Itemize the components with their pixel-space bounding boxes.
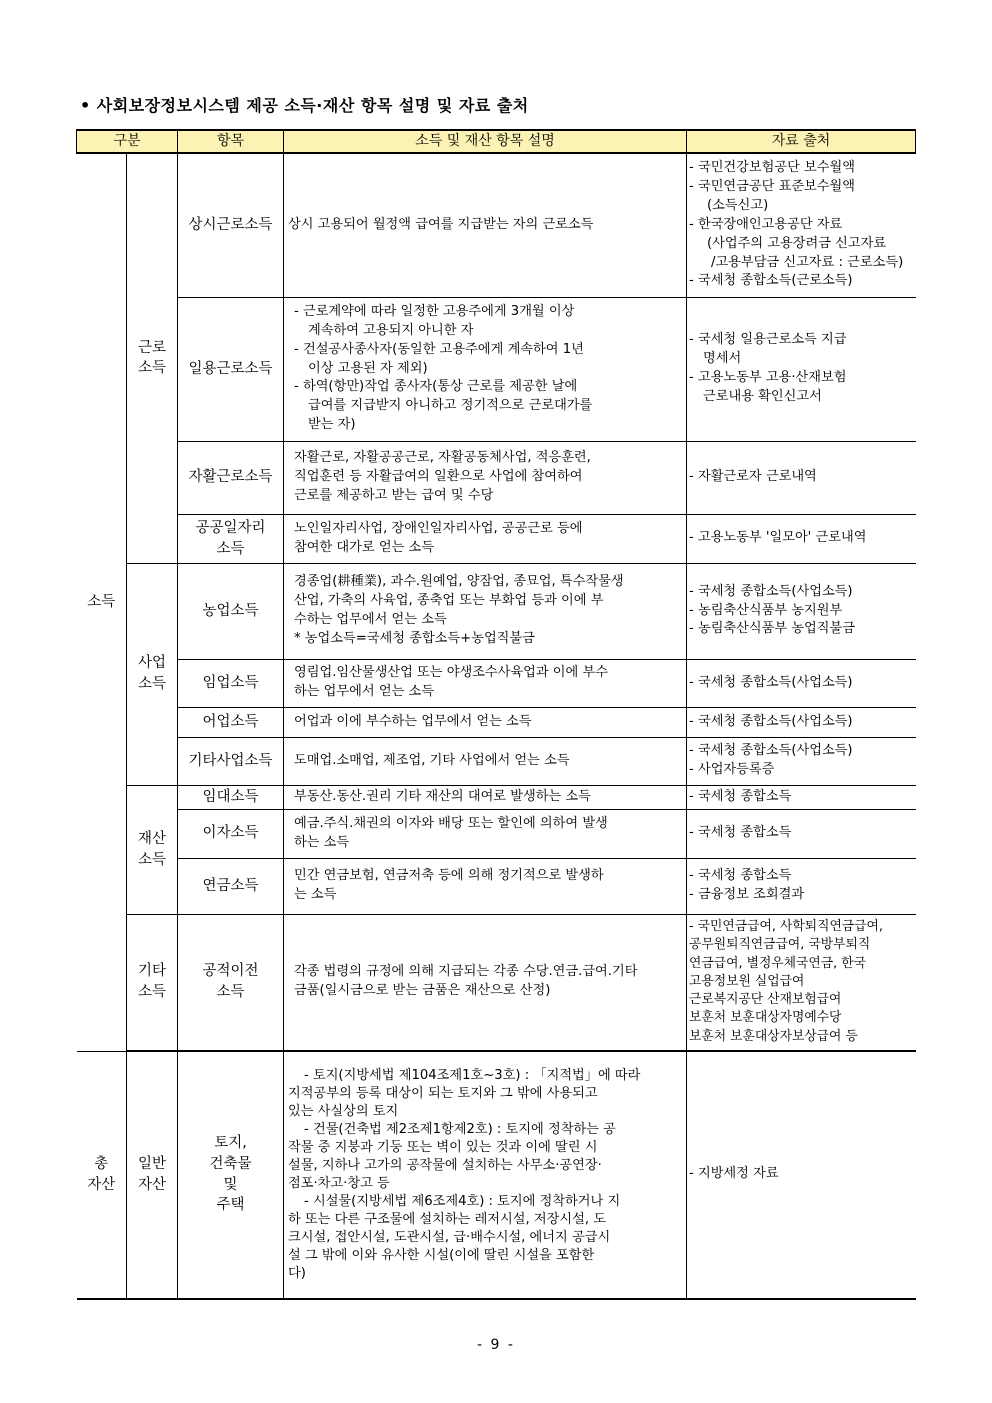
category-income: 소득 bbox=[77, 153, 127, 1051]
table-row bbox=[77, 1051, 916, 1299]
item-land-building-housing: 토지, 건축물 및 주택 bbox=[178, 1051, 284, 1299]
header-category: 구분 bbox=[77, 130, 178, 153]
source-daily-labor: - 국세청 일용근로소득 지급 명세서 - 고용노동부 고용·산재보험 근로내용 확인신고서 bbox=[687, 297, 916, 441]
item-forestry: 임업소득 bbox=[178, 659, 284, 707]
subcategory-property: 재산 소득 bbox=[127, 785, 178, 914]
source-land-building-housing: - 지방세정 자료 bbox=[687, 1051, 916, 1299]
source-public-transfer: - 국민연금급여, 사학퇴직연금급여, 공무원퇴직연금급여, 국방부퇴직 연금급여, 별정우체국연금, 한국 고용정보원 실업급여 근로복지공단 산재보험급여 보훈처 보훈대상자명예수당 보훈처 보훈대상자보상급여 등 bbox=[687, 914, 916, 1050]
table-row bbox=[77, 809, 916, 858]
source-other-business: - 국세청 종합소득(사업소득) - 사업자등록증 bbox=[687, 737, 916, 785]
source-pension: - 국세청 종합소득 - 금융정보 조회결과 bbox=[687, 858, 916, 914]
desc-selfsupport-labor: 자활근로, 자활공공근로, 자활공동체사업, 적응훈련, 직업훈련 등 자활급여의 일환으로 사업에 참여하여 근로를 제공하고 받는 급여 및 수당 bbox=[284, 441, 687, 514]
header-description: 소득 및 재산 항목 설명 bbox=[284, 130, 687, 153]
page-number: - 9 - bbox=[477, 1337, 515, 1353]
page-title-text: 사회보장정보시스템 제공 소득·재산 항목 설명 및 자료 출처 bbox=[96, 96, 529, 115]
table-row bbox=[77, 659, 916, 707]
table-row bbox=[77, 707, 916, 737]
source-rent: - 국세청 종합소득 bbox=[687, 785, 916, 809]
item-daily-labor: 일용근로소득 bbox=[178, 297, 284, 441]
desc-land-building-housing: - 토지(지방세법 제104조제1호~3호) : 「지적법」에 따라 지적공부의 등록 대상이 되는 토지와 그 밖에 사용되고 있는 사실상의 토지 - 건물(건축법 제2조제1항제2호) : 토지에 정착하는 공 작물 중 지붕과 기둥 또는 벽이 있는 것과 이에 딸린 시 설물, 지하나 고가의 공작물에 설치하는 사무소·공연장· 점포·차고·창고 등 - 시설물(지방세법 제6조제4호) : 토지에 정착하거나 지 하 또는 다른 구조물에 설치하는 레저시설, 저장시설, 도 크시설, 접안시설, 도관시설, 급·배수시설, 에너지 공급시 설 그 밖에 이와 유사한 시설(이에 딸린 시설을 포함한 다) bbox=[284, 1051, 687, 1299]
source-public-job: - 고용노동부 '일모아' 근로내역 bbox=[687, 514, 916, 563]
source-farming: - 국세청 종합소득(사업소득) - 농림축산식품부 농지원부 - 농림축산식품부 농업직불금 bbox=[687, 563, 916, 659]
category-total-assets: 총 자산 bbox=[77, 1051, 127, 1299]
table-row bbox=[77, 441, 916, 514]
desc-regular-labor: 상시 고용되어 월정액 급여를 지급받는 자의 근로소득 bbox=[284, 153, 687, 297]
table-row bbox=[77, 563, 916, 659]
item-pension: 연금소득 bbox=[178, 858, 284, 914]
item-public-job: 공공일자리 소득 bbox=[178, 514, 284, 563]
source-interest: - 국세청 종합소득 bbox=[687, 809, 916, 858]
header-item: 항목 bbox=[178, 130, 284, 153]
desc-public-transfer: 각종 법령의 규정에 의해 지급되는 각종 수당.연금.급여.기타 금품(일시금으로 받는 금품은 재산으로 산정) bbox=[284, 914, 687, 1050]
item-farming: 농업소득 bbox=[178, 563, 284, 659]
source-forestry: - 국세청 종합소득(사업소득) bbox=[687, 659, 916, 707]
item-selfsupport-labor: 자활근로소득 bbox=[178, 441, 284, 514]
desc-other-business: 도매업.소매업, 제조업, 기타 사업에서 얻는 소득 bbox=[284, 737, 687, 785]
item-rent: 임대소득 bbox=[178, 785, 284, 809]
subcategory-business: 사업 소득 bbox=[127, 563, 178, 785]
subcategory-other: 기타 소득 bbox=[127, 914, 178, 1050]
desc-public-job: 노인일자리사업, 장애인일자리사업, 공공근로 등에 참여한 대가로 얻는 소득 bbox=[284, 514, 687, 563]
table-row bbox=[77, 858, 916, 914]
source-fishery: - 국세청 종합소득(사업소득) bbox=[687, 707, 916, 737]
table-row bbox=[77, 785, 916, 809]
table-row bbox=[77, 737, 916, 785]
item-public-transfer: 공적이전 소득 bbox=[178, 914, 284, 1050]
table-row bbox=[77, 297, 916, 441]
item-fishery: 어업소득 bbox=[178, 707, 284, 737]
page-title bbox=[80, 93, 529, 116]
desc-interest: 예금.주식.채권의 이자와 배당 또는 할인에 의하여 발생 하는 소득 bbox=[284, 809, 687, 858]
table-row bbox=[77, 514, 916, 563]
item-other-business: 기타사업소득 bbox=[178, 737, 284, 785]
desc-daily-labor: - 근로계약에 따라 일정한 고용주에게 3개월 이상 계속하여 고용되지 아니한 자 - 건설공사종사자(동일한 고용주에게 계속하여 1년 이상 고용된 자 제외) - 하역(항만)작업 종사자(통상 근로를 제공한 날에 급여를 지급받지 아니하고 정기적으로 근로대가를 받는 자) bbox=[284, 297, 687, 441]
desc-forestry: 영림업.임산물생산업 또는 야생조수사육업과 이에 부수 하는 업무에서 얻는 소득 bbox=[284, 659, 687, 707]
source-selfsupport-labor: - 자활근로자 근로내역 bbox=[687, 441, 916, 514]
table-header-row bbox=[77, 130, 916, 153]
table-row bbox=[77, 914, 916, 1050]
income-asset-table bbox=[76, 129, 916, 1300]
desc-farming: 경종업(耕種業), 과수.원예업, 양잠업, 종묘업, 특수작물생 산업, 가축의 사육업, 종축업 또는 부화업 등과 이에 부 수하는 업무에서 얻는 소득 * 농업소득=국세청 종합소득+농업직불금 bbox=[284, 563, 687, 659]
subcategory-general-assets: 일반 자산 bbox=[127, 1051, 178, 1299]
desc-pension: 민간 연금보험, 연금저축 등에 의해 정기적으로 발생하 는 소득 bbox=[284, 858, 687, 914]
item-interest: 이자소득 bbox=[178, 809, 284, 858]
source-regular-labor: - 국민건강보험공단 보수월액 - 국민연금공단 표준보수월액 (소득신고) - 한국장애인고용공단 자료 (사업주의 고용장려금 신고자료 /고용부담금 신고자료 : 근로소득) - 국세청 종합소득(근로소득) bbox=[687, 153, 916, 297]
desc-fishery: 어업과 이에 부수하는 업무에서 얻는 소득 bbox=[284, 707, 687, 737]
desc-rent: 부동산.동산.권리 기타 재산의 대여로 발생하는 소득 bbox=[284, 785, 687, 809]
header-source: 자료 출처 bbox=[687, 130, 916, 153]
item-regular-labor: 상시근로소득 bbox=[178, 153, 284, 297]
table-row bbox=[77, 153, 916, 297]
bullet-icon: • bbox=[80, 96, 91, 115]
subcategory-labor: 근로 소득 bbox=[127, 153, 178, 563]
